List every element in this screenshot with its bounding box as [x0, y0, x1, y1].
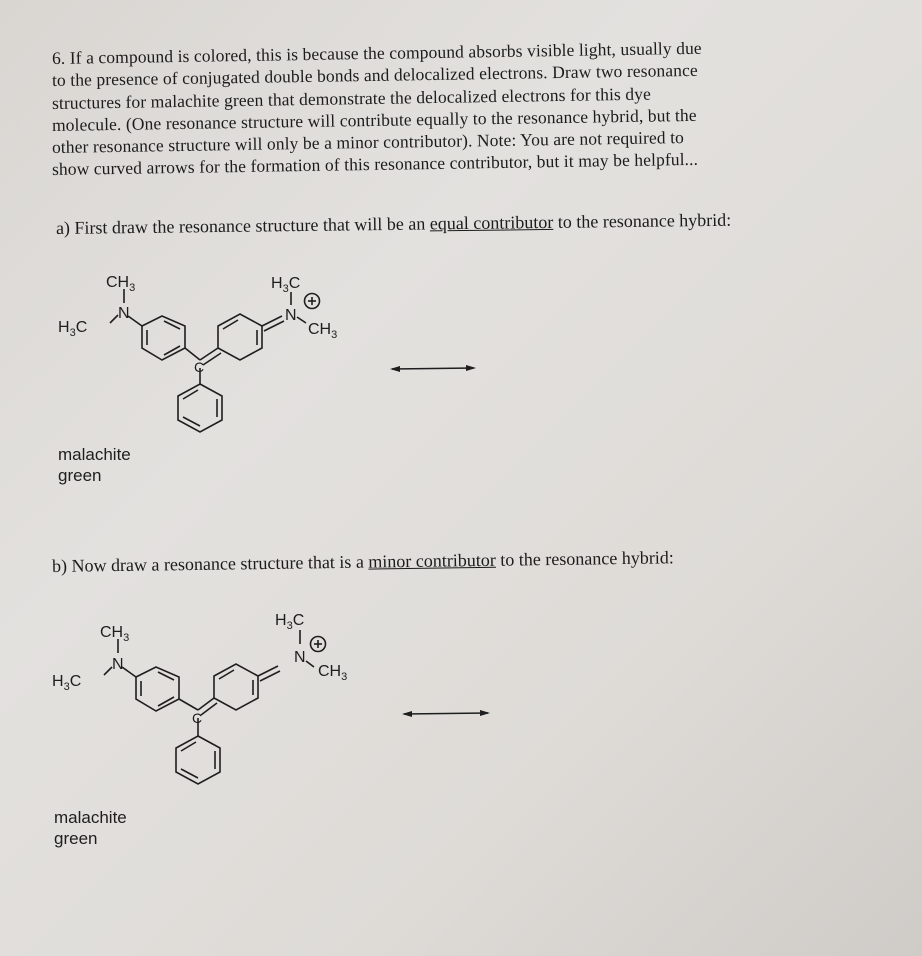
h3c-top-right-label: $H_3C$: [271, 275, 301, 295]
molecule-name-b: [54, 807, 127, 849]
part-a-prompt: [56, 210, 732, 239]
ch3-top-left-label-b: $CH_3$: [100, 624, 130, 644]
part-b-prompt: [52, 547, 674, 577]
h3c-top-right-label-b: $H_3C$: [275, 612, 305, 632]
question-line-1: 6. If a compound is colored, this is because the compound absorbs visible light, usually due: [51, 37, 702, 68]
n-left-label: N: [118, 305, 130, 322]
question-line-3: structures for malachite green that demonstrate the delocalized electrons for this dye: [51, 83, 652, 113]
molecule-name-a-line1: malachite: [58, 445, 131, 464]
question-line-4: molecule. (One resonance structure will contribute equally to the resonance hybrid, but the: [51, 104, 697, 135]
ch3-right-label: $CH_3$: [308, 321, 338, 341]
part-b-text-before: b) Now draw a resonance structure that is a: [51, 551, 369, 576]
n-right-label: N: [285, 307, 297, 324]
part-b-underlined: minor contributor: [368, 549, 496, 572]
h3c-left-label-b: $H_3C$: [52, 673, 82, 693]
part-b-text-after: to the resonance hybrid:: [495, 547, 674, 570]
molecule-name-a: [58, 444, 131, 486]
central-carbon-label-b: C: [192, 710, 203, 726]
question-line-5: other resonance structure will only be a minor contributor). Note: You are not required to: [51, 127, 685, 157]
resonance-arrow-b: [400, 706, 492, 720]
central-carbon-label: C: [194, 359, 205, 375]
n-left-label-b: N: [112, 656, 124, 673]
ch3-top-left-label: $CH_3$: [106, 274, 136, 294]
part-a-text-after: to the resonance hybrid:: [553, 209, 732, 232]
molecule-name-a-line2: green: [58, 466, 102, 485]
part-a-underlined: equal contributor: [429, 211, 554, 234]
n-right-label-b: N: [294, 649, 306, 666]
h3c-left-label: $H_3C$: [58, 319, 88, 339]
question-line-2: to the presence of conjugated double bonds and delocalized electrons. Draw two resonance: [51, 59, 698, 90]
malachite-green-structure-a: [50, 268, 380, 448]
ch3-right-label-b: $CH_3$: [318, 663, 348, 683]
molecule-name-b-line2: green: [54, 829, 98, 848]
resonance-arrow-a: [388, 362, 478, 376]
malachite-green-structure-b: [48, 610, 378, 800]
question-line-6: show curved arrows for the formation of this resonance contributor, but it may be helpful...: [51, 148, 699, 179]
part-a-text-before: a) First draw the resonance structure that will be an: [55, 213, 430, 238]
molecule-name-b-line1: malachite: [54, 808, 127, 827]
